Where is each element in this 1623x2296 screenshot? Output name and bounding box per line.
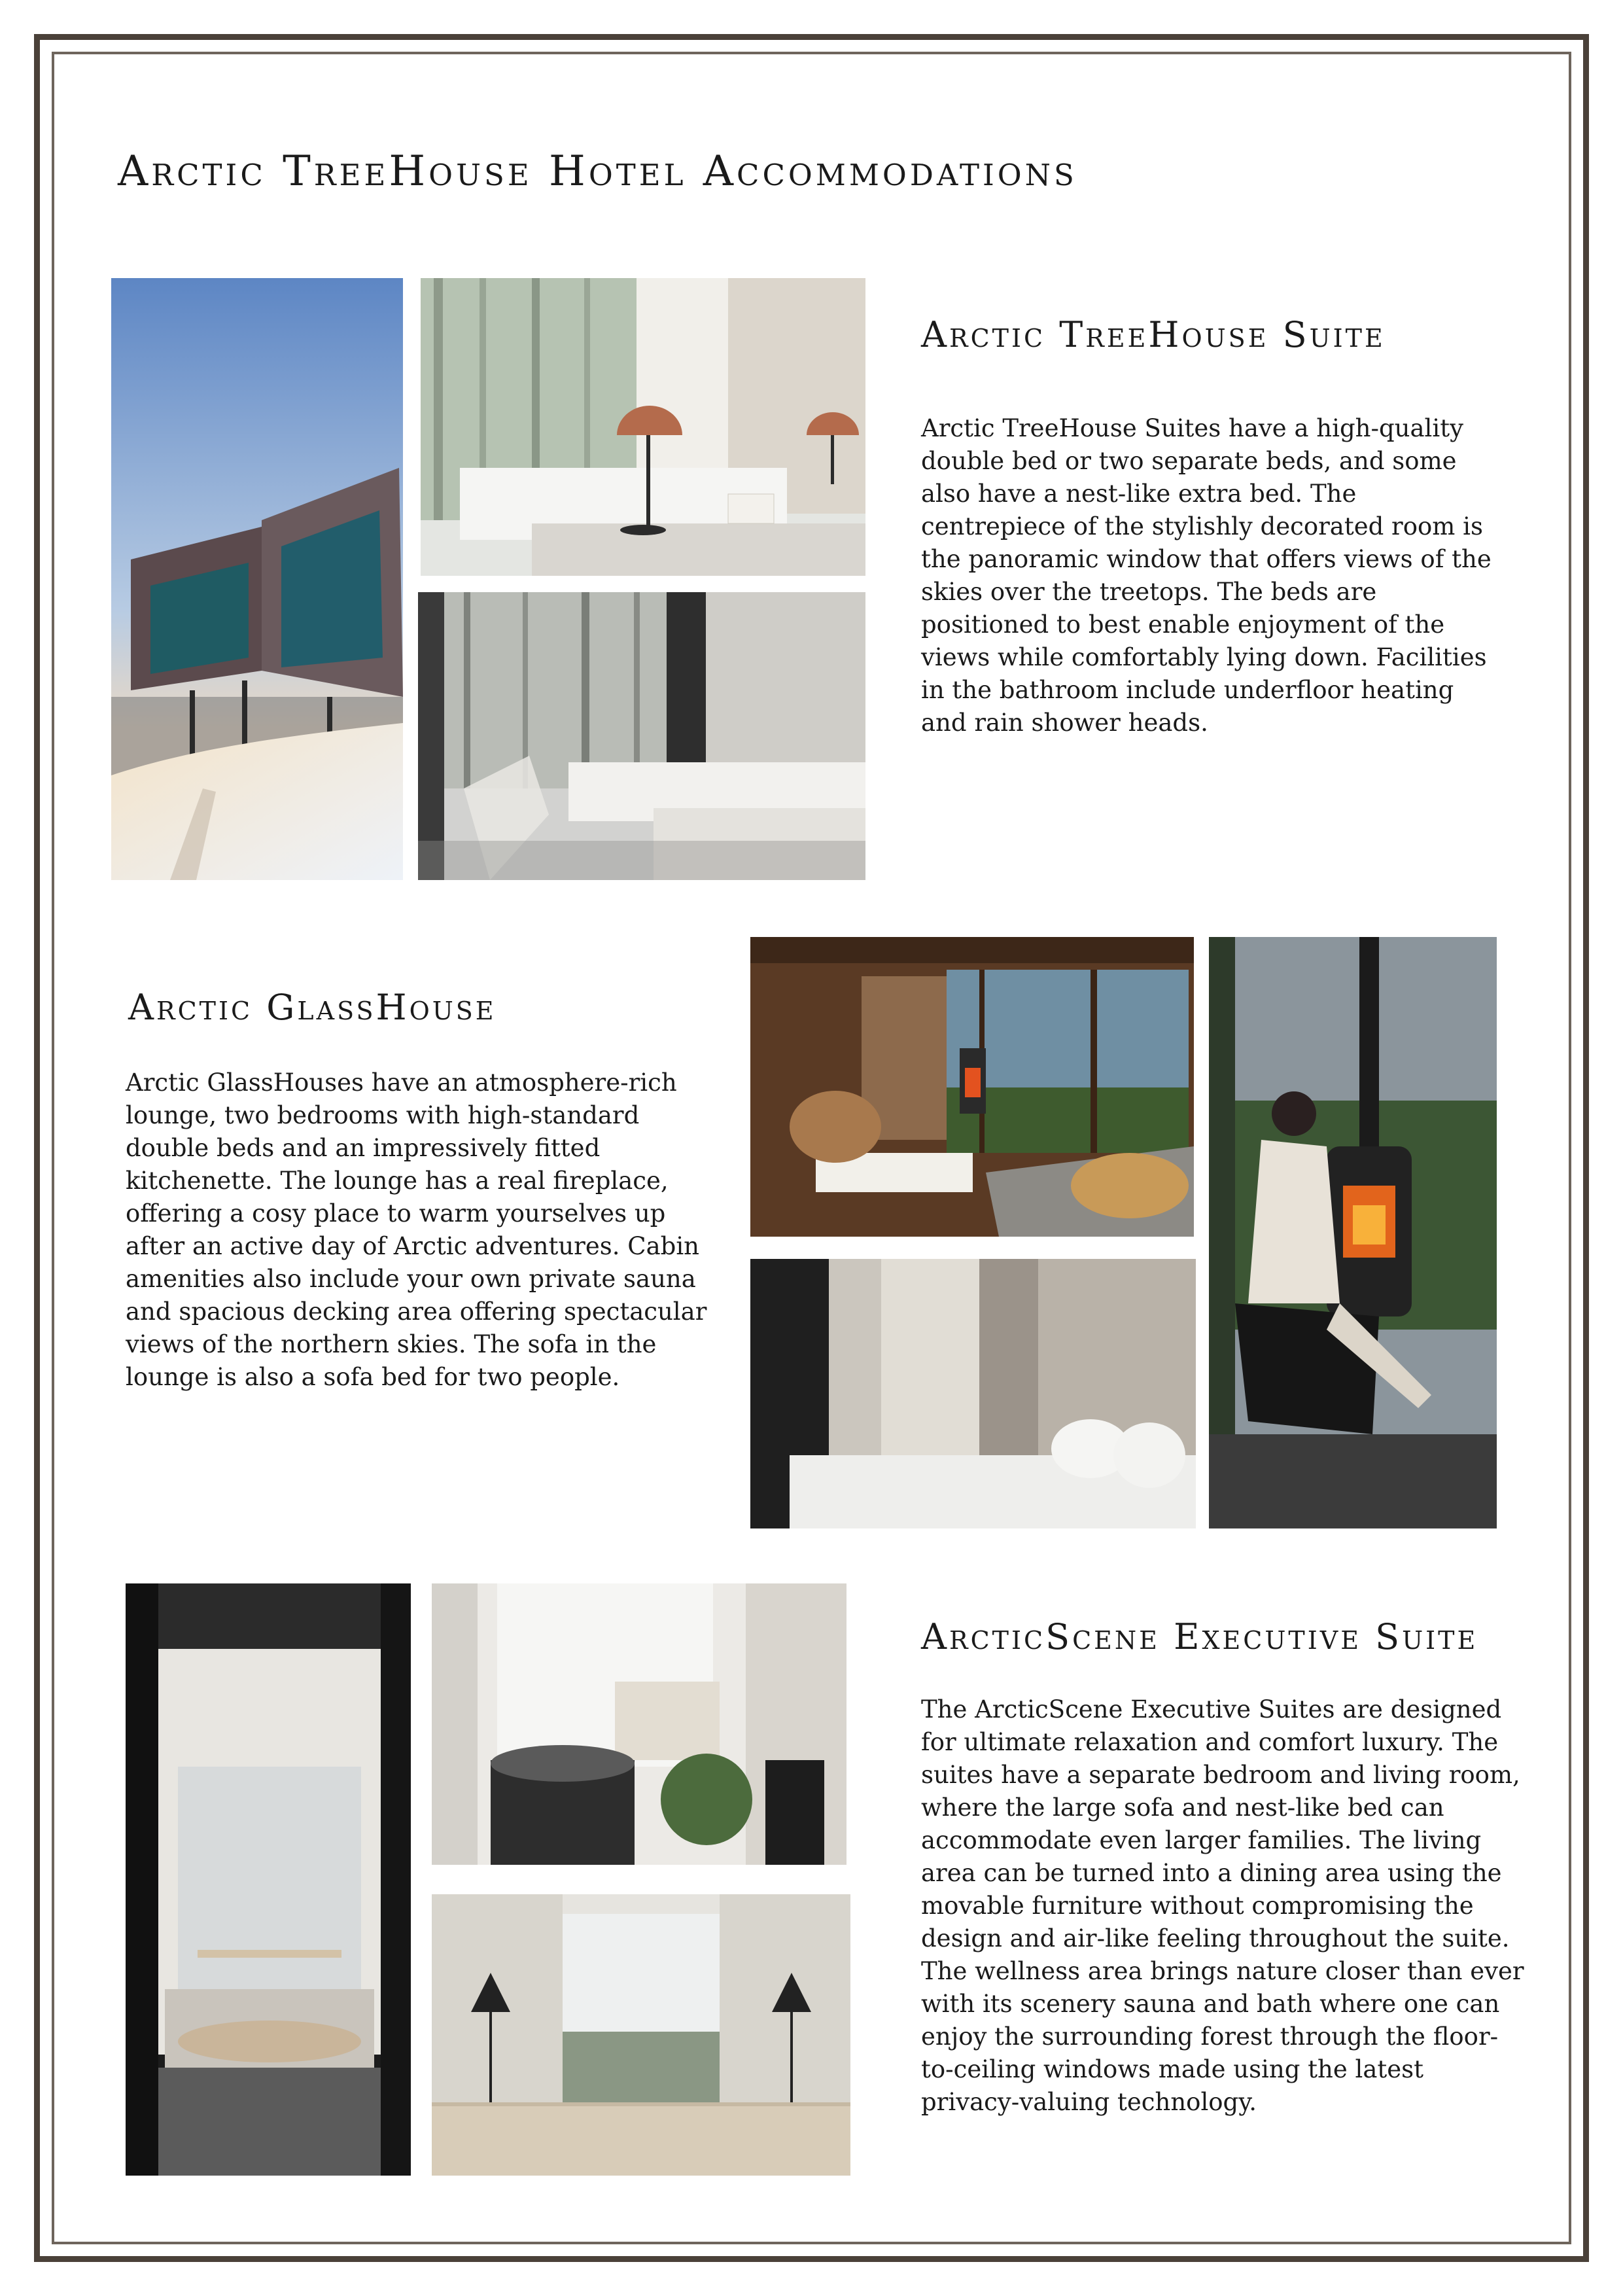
section-body-executive-suite: The ArcticScene Executive Suites are designed for ultimate relaxation and comfort luxury. The suites have a separate bedroom and living room, where the large sofa and nest-like bed can accommodate even larger families. The living area can be turned into a dining area using the movable furniture without compromising the design and air-like feeling throughout the suite. The wellness area brings nature closer than ever with its scenery sauna and bath where one can enjoy the surrounding forest through the floor-to-ceiling windows made using the latest privacy-valuing technology. [921, 1695, 1524, 2116]
section-heading-glasshouse: Arctic GlassHouse [128, 987, 497, 1028]
executive-window-view-photo [432, 1894, 850, 2176]
executive-sauna-photo [432, 1583, 846, 1865]
glasshouse-lounge-photo [750, 937, 1194, 1237]
section-body-glasshouse: Arctic GlassHouses have an atmosphere-rich lounge, two bedrooms with high-standard double beds and an impressively fitted kitchenette. The lounge has a real fireplace, offering a cosy place to warm yourselves up after an active day of Arctic adventures. Cabin amenities also include your own private sauna and spacious decking area offering spectacular views of the northern skies. The sofa in the lounge is also a sofa bed for two people. [126, 1069, 707, 1391]
glasshouse-fireplace-photo [1209, 937, 1497, 1528]
glasshouse-bedroom-photo [750, 1259, 1196, 1528]
page-title: Arctic TreeHouse Hotel Accommodations [118, 147, 1077, 196]
treehouse-twin-beds-photo [418, 592, 865, 880]
treehouse-exterior-photo [111, 278, 403, 880]
section-heading-executive-suite: ArcticScene Executive Suite [921, 1616, 1478, 1657]
section-heading-treehouse-suite: Arctic TreeHouse Suite [921, 314, 1386, 355]
treehouse-bedroom-lamp-photo [421, 278, 865, 576]
executive-hallway-photo [126, 1583, 411, 2176]
section-body-treehouse-suite: Arctic TreeHouse Suites have a high-quality double bed or two separate beds, and some also have a nest-like extra bed. The centrepiece of the stylishly decorated room is the panoramic window that offers views of the skies over the treetops. The beds are positioned to best enable enjoyment of the views while comfortably lying down. Facilities in the bathroom include underfloor heating and rain shower heads. [921, 414, 1492, 737]
